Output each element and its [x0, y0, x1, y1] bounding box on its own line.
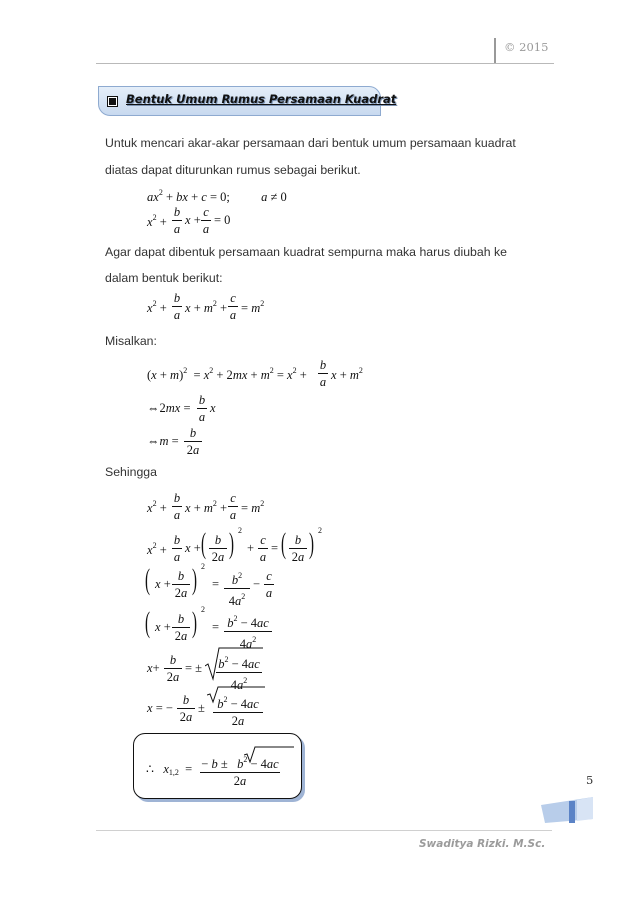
equation-general-form: $ax^2$ + bx + c = 0; a ≠ 0: [147, 188, 287, 204]
header-rule: [96, 63, 554, 64]
sehingga-label: Sehingga: [105, 465, 157, 479]
final-formula-box: ∴ $x_{1,2}$ = − $b \pm b^2 - 4ac$ 2a: [133, 733, 302, 799]
page-number: 5: [586, 773, 594, 787]
footer-author: Swaditya Rizki. M.Sc.: [419, 838, 546, 850]
intro-line-2: diatas dapat diturunkan rumus sebagai berikut.: [105, 163, 361, 177]
page-corner-decoration-icon: [541, 797, 593, 827]
agar-line-1: Agar dapat dibentuk persamaan kuadrat sempurna maka harus diubah ke: [105, 245, 507, 259]
header-divider: [494, 38, 496, 63]
section-title-box: [98, 86, 397, 116]
section-title: Bentuk Umum Rumus Persamaan Kuadrat: [126, 92, 397, 106]
copyright-text: © 2015: [504, 40, 549, 54]
agar-line-2: dalam bentuk berikut:: [105, 271, 223, 285]
misalkan-label: Misalkan:: [105, 334, 157, 348]
checkbox-bullet-icon: [107, 96, 118, 107]
intro-line-1: Untuk mencari akar-akar persamaan dari bentuk umum persamaan kuadrat: [105, 136, 516, 150]
footer-rule: [96, 830, 552, 831]
